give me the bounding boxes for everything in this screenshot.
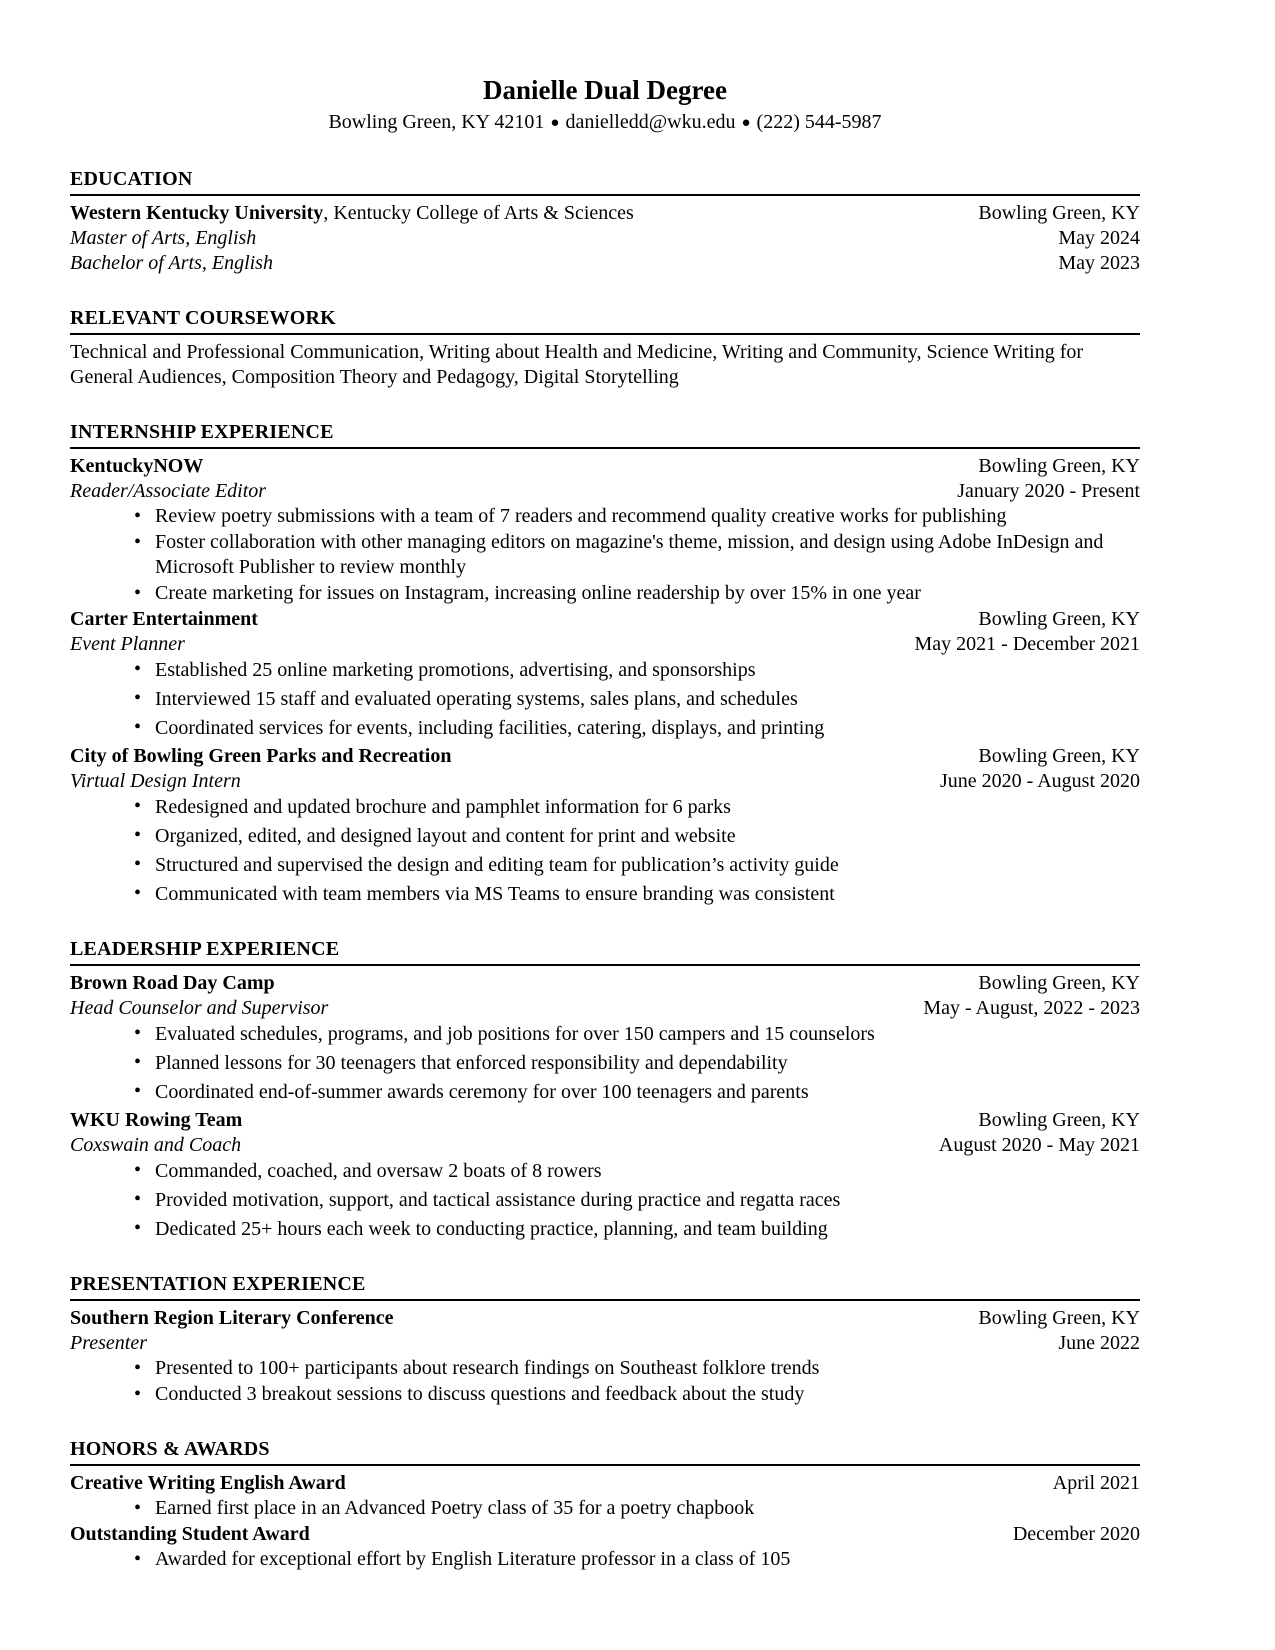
bullet-list	[70, 1496, 1140, 1521]
bullet-item: • Established 25 online marketing promotions, advertising, and sponsorships	[70, 657, 1140, 683]
bullet-item: • Planned lessons for 30 teenagers that enforced responsibility and dependability	[70, 1050, 1140, 1076]
resume-header	[70, 74, 1140, 137]
org-name: KentuckyNOW	[70, 455, 204, 477]
separator-dot: ●	[550, 115, 560, 131]
school-name	[70, 201, 634, 226]
org-name: City of Bowling Green Parks and Recreation	[70, 745, 452, 767]
presentation-entry	[70, 1306, 1140, 1407]
bullet-item: • Review poetry submissions with a team of 7 readers and recommend quality creative works for publishing	[70, 504, 1140, 529]
entry-org-row	[70, 1306, 1140, 1331]
section-presentation	[70, 1272, 1140, 1407]
section-heading-internship: INTERNSHIP EXPERIENCE	[70, 420, 1140, 449]
role-title: Virtual Design Intern	[70, 770, 241, 792]
degree-row	[70, 226, 1140, 251]
bullet-list	[70, 794, 1140, 907]
entry-location: Bowling Green, KY	[978, 972, 1140, 994]
bullet-list	[70, 1547, 1140, 1572]
section-heading-honors: HONORS & AWARDS	[70, 1437, 1140, 1466]
bullet-item: • Earned first place in an Advanced Poetry class of 35 for a poetry chapbook	[70, 1496, 1140, 1521]
entry-location: Bowling Green, KY	[978, 745, 1140, 767]
contact-location: Bowling Green, KY 42101	[328, 111, 545, 133]
role-title: Presenter	[70, 1332, 148, 1354]
leadership-entry	[70, 1108, 1140, 1242]
bullet-item: • Redesigned and updated brochure and pamphlet information for 6 parks	[70, 794, 1140, 820]
coursework-text: Technical and Professional Communication, Writing about Health and Medicine, Writing and Community, Science Writing for General Audiences, Composition Theory and Pedagogy, Digital Storytelling	[70, 341, 1084, 388]
entry-location: Bowling Green, KY	[978, 1109, 1140, 1131]
degree-date: May 2023	[1058, 252, 1140, 274]
entry-org-row	[70, 607, 1140, 632]
bullet-item: • Coordinated end-of-summer awards ceremony for over 100 teenagers and parents	[70, 1079, 1140, 1105]
bullet-item: • Create marketing for issues on Instagram, increasing online readership by over 15% in one year	[70, 581, 1140, 606]
award-row	[70, 1471, 1140, 1496]
entry-role-row	[70, 996, 1140, 1021]
entry-location: Bowling Green, KY	[978, 608, 1140, 630]
entry-org-row	[70, 1108, 1140, 1133]
award-title: Creative Writing English Award	[70, 1472, 346, 1494]
section-heading-leadership: LEADERSHIP EXPERIENCE	[70, 937, 1140, 966]
bullet-item: • Presented to 100+ participants about research findings on Southeast folklore trends	[70, 1356, 1140, 1381]
role-title: Head Counselor and Supervisor	[70, 997, 329, 1019]
section-education	[70, 167, 1140, 276]
internship-entry	[70, 607, 1140, 741]
bullet-item: • Coordinated services for events, including facilities, catering, displays, and printing	[70, 715, 1140, 741]
section-heading-coursework: RELEVANT COURSEWORK	[70, 306, 1140, 335]
contact-email: danielledd@wku.edu	[565, 111, 736, 133]
entry-dates: May 2021 - December 2021	[914, 633, 1140, 655]
org-name: Carter Entertainment	[70, 608, 258, 630]
entry-role-row	[70, 1133, 1140, 1158]
entry-location: Bowling Green, KY	[978, 1307, 1140, 1329]
internship-entry	[70, 744, 1140, 907]
separator-dot: ●	[741, 115, 751, 131]
education-school-row	[70, 201, 1140, 226]
entry-role-row	[70, 632, 1140, 657]
person-name: Danielle Dual Degree	[483, 75, 727, 105]
bullet-item: • Commanded, coached, and oversaw 2 boats of 8 rowers	[70, 1158, 1140, 1184]
org-name: WKU Rowing Team	[70, 1109, 243, 1131]
award-date: December 2020	[1012, 1523, 1140, 1545]
award-title: Outstanding Student Award	[70, 1523, 310, 1545]
section-leadership	[70, 937, 1140, 1242]
bullet-item: • Foster collaboration with other managing editors on magazine's theme, mission, and design using Adobe InDesign and Microsoft Publisher to review monthly	[70, 530, 1140, 580]
entry-dates: January 2020 - Present	[957, 480, 1140, 502]
entry-org-row	[70, 744, 1140, 769]
role-title: Reader/Associate Editor	[70, 480, 267, 502]
bullet-list	[70, 1356, 1140, 1407]
bullet-item: • Communicated with team members via MS Teams to ensure branding was consistent	[70, 881, 1140, 907]
contact-phone: (222) 544-5987	[756, 111, 882, 133]
bullet-item: • Organized, edited, and designed layout and content for print and website	[70, 823, 1140, 849]
bullet-list	[70, 504, 1140, 606]
school-name-bold: Western Kentucky University	[70, 202, 324, 224]
bullet-item: • Awarded for exceptional effort by English Literature professor in a class of 105	[70, 1547, 1140, 1572]
section-heading-education: EDUCATION	[70, 167, 1140, 196]
org-name: Brown Road Day Camp	[70, 972, 275, 994]
bullet-item: • Evaluated schedules, programs, and job positions for over 150 campers and 15 counselors	[70, 1021, 1140, 1047]
entry-dates: May - August, 2022 - 2023	[923, 997, 1140, 1019]
entry-role-row	[70, 479, 1140, 504]
section-heading-presentation: PRESENTATION EXPERIENCE	[70, 1272, 1140, 1301]
bullet-item: • Structured and supervised the design and editing team for publication’s activity guide	[70, 852, 1140, 878]
role-title: Coxswain and Coach	[70, 1134, 242, 1156]
entry-role-row	[70, 1331, 1140, 1356]
section-coursework	[70, 306, 1140, 390]
honors-entry	[70, 1522, 1140, 1572]
degree-row	[70, 251, 1140, 276]
org-name: Southern Region Literary Conference	[70, 1307, 394, 1329]
award-row	[70, 1522, 1140, 1547]
bullet-list	[70, 1158, 1140, 1242]
degree-date: May 2024	[1058, 227, 1140, 249]
section-internship	[70, 420, 1140, 907]
entry-dates: June 2020 - August 2020	[940, 770, 1140, 792]
honors-entry	[70, 1471, 1140, 1521]
bullet-item: • Interviewed 15 staff and evaluated operating systems, sales plans, and schedules	[70, 686, 1140, 712]
bullet-list	[70, 1021, 1140, 1105]
bullet-item: • Conducted 3 breakout sessions to discuss questions and feedback about the study	[70, 1382, 1140, 1407]
school-college: , Kentucky College of Arts & Sciences	[323, 202, 634, 224]
contact-line	[70, 108, 1140, 137]
entry-location: Bowling Green, KY	[978, 455, 1140, 477]
entry-role-row	[70, 769, 1140, 794]
leadership-entry	[70, 971, 1140, 1105]
award-date: April 2021	[1052, 1472, 1140, 1494]
entry-dates: June 2022	[1058, 1332, 1140, 1354]
internship-entry	[70, 454, 1140, 606]
bullet-list	[70, 657, 1140, 741]
degree-title: Bachelor of Arts, English	[70, 252, 273, 274]
section-honors	[70, 1437, 1140, 1572]
entry-org-row	[70, 454, 1140, 479]
degree-title: Master of Arts, English	[70, 227, 257, 249]
role-title: Event Planner	[70, 633, 185, 655]
bullet-item: • Provided motivation, support, and tactical assistance during practice and regatta races	[70, 1187, 1140, 1213]
entry-dates: August 2020 - May 2021	[938, 1134, 1140, 1156]
entry-org-row	[70, 971, 1140, 996]
bullet-item: • Dedicated 25+ hours each week to conducting practice, planning, and team building	[70, 1216, 1140, 1242]
entry-location: Bowling Green, KY	[978, 202, 1140, 224]
